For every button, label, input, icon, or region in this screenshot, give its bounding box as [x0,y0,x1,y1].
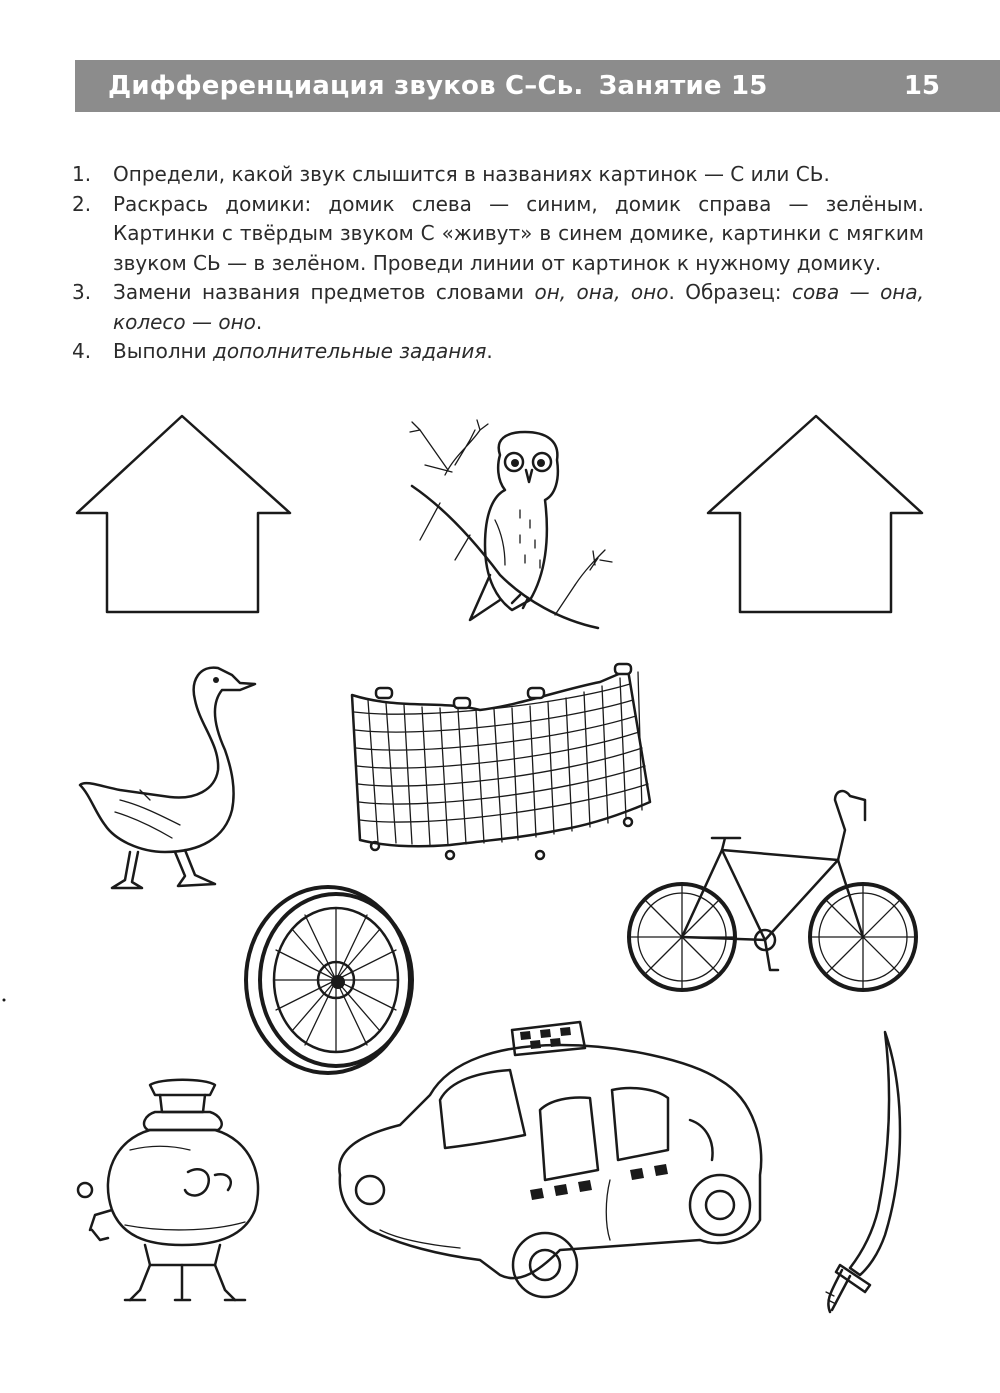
saber-icon[interactable] [826,1032,900,1312]
page-number: 15 [903,71,940,101]
task-italic-pronouns: он, она, оно [534,280,669,304]
task-text: . [255,309,263,334]
owl-icon[interactable] [410,420,612,628]
net-icon[interactable] [352,664,650,859]
house-left-icon[interactable] [77,416,290,612]
task-text: Определи, какой звук слышится в названиях картинок — С или СЬ. [113,162,830,186]
task-number: 3. [72,280,92,304]
samovar-icon[interactable] [78,1080,258,1300]
task-italic-example: сова — она, колесо — оно [113,280,924,334]
taxi-icon[interactable] [339,1022,761,1297]
task-text: Выполни [113,339,214,363]
goose-icon[interactable] [80,668,255,888]
lesson-title: Занятие 15 [598,71,768,101]
margin-dot [3,999,6,1002]
task-number: 2. [72,191,92,216]
task-number: 1. [72,162,92,186]
task-text: Замени названия предметов словами [113,280,535,304]
bicycle-icon[interactable] [629,791,916,990]
task-text: . [486,339,493,363]
task-italic-text: дополнительные задания [213,339,487,363]
house-right-icon[interactable] [708,416,922,612]
task-text: . Образец: [668,280,792,304]
topic-title: Дифференциация звуков С–Сь. [108,71,584,101]
wheel-icon[interactable] [246,887,412,1073]
task-number: 4. [72,339,92,363]
task-text: Раскрась домики: домик слева — синим, домик справа — зелёным. Картинки с твёрдым звуком С «живут» в синем домике, картинки с мягким звуком СЬ — в зелёном. Проведи линии от картинок к нужному домику. [113,191,924,275]
